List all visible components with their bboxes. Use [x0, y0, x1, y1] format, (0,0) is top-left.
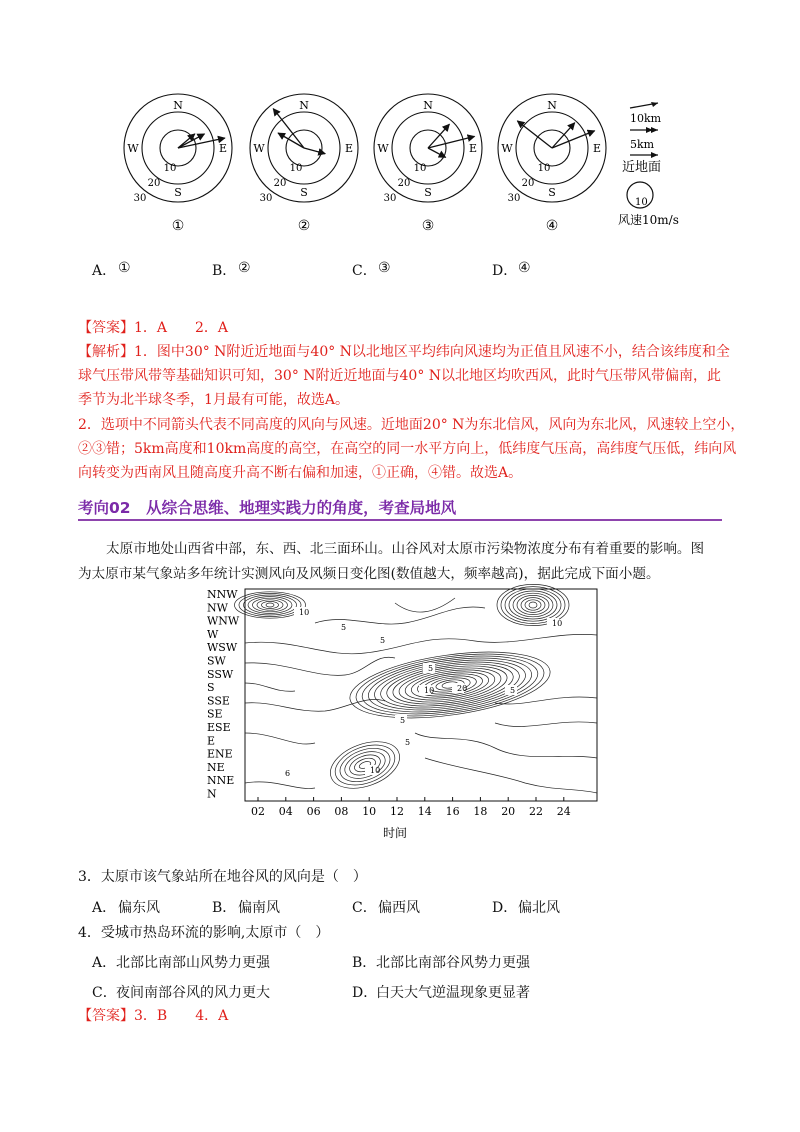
label-w: W [253, 142, 265, 155]
ring-label-20: 20 [397, 178, 411, 189]
contour-label: 5 [380, 636, 386, 645]
y-tick-label: S [207, 681, 215, 695]
wind-arrow-icon [273, 109, 304, 148]
ring-label-10: 10 [163, 163, 177, 174]
wind-rose-2 [250, 94, 358, 234]
ring-label-20: 20 [273, 178, 287, 189]
q3-option-text: 偏西风 [378, 900, 420, 916]
intro-line-2: 为太原市某气象站多年统计实测风向及风频日变化图(数值越大，频率越高)，据此完成下面小题。 [78, 566, 660, 582]
label-s: S [174, 186, 182, 199]
option-text: ① [118, 260, 131, 276]
x-tick-label: 24 [556, 805, 571, 818]
y-tick-label: WSW [207, 641, 238, 655]
q3-option-letter: B． [212, 900, 237, 916]
label-e: E [218, 142, 228, 155]
legend-circle-value: 10 [635, 197, 648, 208]
label-n: N [299, 99, 309, 112]
y-tick-label: SE [207, 707, 223, 721]
rose-number-1: ① [171, 218, 185, 234]
analysis-line-6: 向转变为西南风且随高度升高不断右偏和加速，①正确，④错。故选A。 [78, 465, 523, 481]
ring-label-20: 20 [521, 178, 535, 189]
contour-label: 5 [428, 664, 434, 673]
ring-label-20: 20 [147, 178, 161, 189]
x-tick-label: 12 [390, 805, 404, 818]
y-tick-label: ESE [207, 721, 231, 734]
label-w: W [377, 142, 389, 155]
answer-1: 【答案】1．A 2．A [78, 320, 229, 336]
option-letter: C． [352, 263, 377, 279]
x-tick-label: 14 [417, 805, 432, 818]
label-n: N [173, 99, 183, 112]
option-text: ② [238, 260, 251, 276]
q3-option-text: 偏东风 [118, 900, 160, 916]
ring-label-10: 10 [413, 163, 427, 174]
q4-option-text: 夜间南部谷风的风力更大 [116, 985, 270, 1001]
y-tick-label: W [207, 627, 219, 641]
analysis-line-4: 2．选项中不同箭头代表不同高度的风向与风速。近地面20° N为东北信风，风向为东北风，风速较上空小， [78, 417, 745, 433]
wind-rose-3 [374, 94, 482, 234]
q4-option-letter: C． [92, 985, 117, 1001]
ring-label-30: 30 [383, 193, 397, 204]
contour-label: 10 [424, 686, 435, 695]
q4-option-letter: A． [92, 955, 117, 971]
x-tick-label: 16 [445, 805, 460, 818]
x-tick-label: 02 [251, 805, 265, 818]
analysis-line-2: 球气压带风带等基础知识可知，30° N附近近地面与40° N以北地区均吹西风，此时气压带风带偏南，此 [78, 368, 722, 384]
label-e: E [592, 142, 602, 155]
contour-label: 5 [400, 716, 406, 725]
intro-line-1: 太原市地处山西省中部，东、西、北三面环山。山谷风对太原市污染物浓度分布有着重要的影响。图 [106, 541, 705, 557]
y-tick-label: NE [207, 760, 225, 774]
wind-rose-1 [124, 94, 232, 234]
contour-label: 10 [299, 608, 310, 617]
x-tick-label: 04 [278, 805, 293, 818]
wind-arrow-icon [552, 123, 575, 148]
label-n: N [423, 99, 433, 112]
contour-label: 6 [285, 769, 291, 778]
legend [618, 100, 708, 230]
y-tick-label: NNW [207, 588, 238, 601]
q3-option-letter: D． [492, 900, 518, 916]
label-s: S [300, 186, 308, 199]
option-letter: B． [212, 263, 237, 279]
section-divider [78, 519, 722, 521]
q3-stem: 3．太原市该气象站所在地谷风的风向是（ ） [78, 869, 367, 885]
legend-5km: 5km [630, 138, 655, 151]
q3-option-text: 偏南风 [238, 900, 280, 916]
contour-label: 10 [552, 619, 563, 628]
contour-label: 5 [405, 738, 411, 747]
q4-option-text: 白天大气逆温现象更显著 [376, 985, 530, 1001]
y-tick-label: N [207, 787, 217, 801]
legend-surface: 近地面 [622, 160, 662, 175]
analysis-line-5: ②③错；5km高度和10km高度的高空，在高空的同一水平方向上，低纬度气压高，高纬度气压低，纬向风 [78, 441, 737, 457]
x-tick-label: 08 [334, 805, 349, 818]
wind-arrow-icon [428, 148, 446, 157]
legend-10km: 10km [630, 112, 662, 125]
wind-frequency-chart [195, 583, 615, 845]
analysis-line-1: 【解析】1．图中30° N附近近地面与40° N以北地区平均纬向风速均为正值且风速不小，结合该纬度和全 [78, 344, 730, 360]
option-text: ③ [378, 260, 391, 276]
ring-label-30: 30 [507, 193, 521, 204]
contour-label: 5 [510, 686, 516, 695]
label-w: W [127, 142, 139, 155]
ring-label-10: 10 [537, 163, 551, 174]
x-tick-label: 10 [362, 805, 377, 818]
ring-label-30: 30 [259, 193, 273, 204]
label-e: E [468, 142, 478, 155]
y-tick-label: E [207, 734, 216, 748]
option-text: ④ [518, 260, 531, 276]
x-tick-label: 06 [306, 805, 321, 818]
q4-option-text: 北部比南部山风势力更强 [116, 955, 270, 971]
answer-2: 【答案】3．B 4．A [78, 1008, 229, 1024]
contour-label: 10 [370, 766, 381, 775]
q3-option-letter: C． [352, 900, 377, 916]
y-tick-label: SW [207, 654, 226, 668]
wind-rose-4 [498, 94, 606, 234]
wind-arrow-icon [428, 136, 475, 148]
ring-label-30: 30 [133, 193, 147, 204]
analysis-line-3: 季节为北半球冬季，1月最有可能，故选A。 [78, 392, 350, 408]
ring-label-10: 10 [289, 163, 303, 174]
x-tick-label: 22 [529, 805, 543, 818]
option-letter: D． [492, 263, 518, 279]
y-tick-label: NW [207, 601, 228, 615]
y-tick-label: ENE [207, 747, 233, 761]
q4-option-letter: B． [352, 955, 377, 971]
wind-arrow-icon [178, 138, 225, 148]
q3-option-text: 偏北风 [518, 900, 560, 916]
label-w: W [501, 142, 513, 155]
rose-number-3: ③ [421, 218, 435, 234]
label-s: S [424, 186, 432, 199]
x-tick-label: 18 [473, 805, 488, 818]
contour-label: 20 [457, 684, 468, 693]
y-tick-label: NNE [207, 774, 235, 788]
contour-label: 5 [341, 623, 347, 632]
x-tick-label: 20 [501, 805, 516, 818]
q3-option-letter: A． [92, 900, 117, 916]
y-tick-label: SSW [207, 667, 234, 681]
y-tick-label: SSE [207, 694, 230, 708]
q4-option-text: 北部比南部谷风势力更强 [376, 955, 530, 971]
rose-number-2: ② [297, 218, 311, 234]
rose-number-4: ④ [545, 218, 559, 234]
label-n: N [547, 99, 557, 112]
q4-option-letter: D． [352, 985, 378, 1001]
option-letter: A． [92, 263, 117, 279]
y-tick-label: WNW [207, 614, 240, 628]
legend-speed: 风速10m/s [618, 213, 679, 227]
x-axis-label: 时间 [383, 826, 408, 840]
label-s: S [548, 186, 556, 199]
label-e: E [344, 142, 354, 155]
section-title: 考向02 从综合思维、地理实践力的角度，考查局地风 [78, 499, 457, 517]
q4-stem: 4．受城市热岛环流的影响,太原市（ ） [78, 925, 330, 941]
